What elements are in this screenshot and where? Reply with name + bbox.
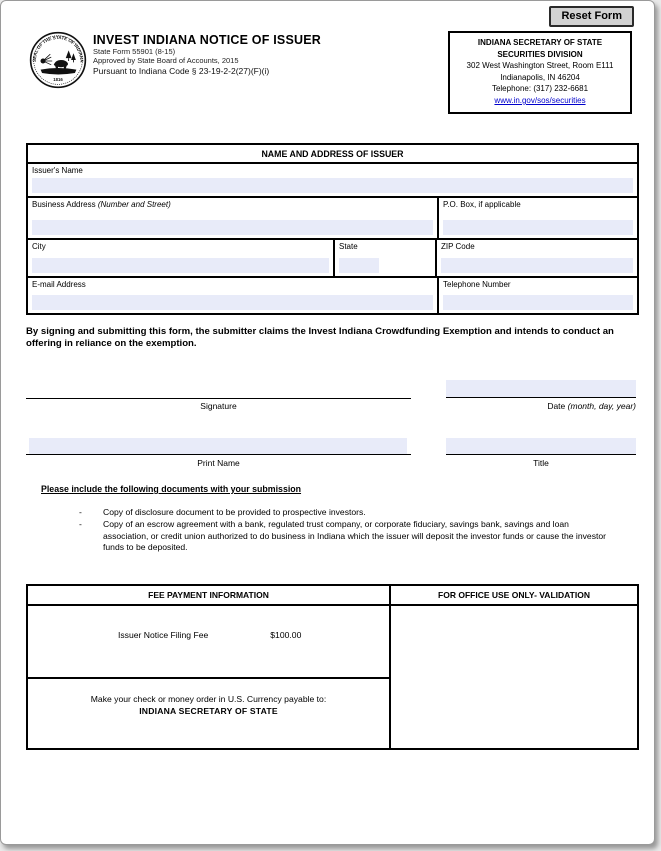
po-box-input[interactable] (443, 220, 633, 235)
print-name-input[interactable] (29, 438, 407, 454)
agency-name: INDIANA SECRETARY OF STATE (477, 38, 603, 47)
print-name-line (26, 454, 411, 455)
form-title: INVEST INDIANA NOTICE OF ISSUER (93, 33, 321, 47)
business-address-label: Business Address (32, 200, 96, 209)
state-label: State (339, 242, 358, 251)
issuer-name-label: Issuer's Name (32, 166, 83, 175)
po-box-label: P.O. Box, if applicable (443, 200, 521, 209)
business-address-note: (Number and Street) (97, 200, 171, 209)
agency-division: SECURITIES DIVISION (497, 49, 583, 59)
telephone-input[interactable] (443, 295, 633, 310)
payable-line1: Make your check or money order in U.S. Currency payable to: (90, 694, 327, 704)
telephone-label: Telephone Number (443, 280, 511, 289)
issuer-info-table (26, 143, 639, 315)
list-item (79, 519, 616, 554)
agency-phone: Telephone: (317) 232-6681 (491, 84, 589, 94)
telephone-cell (437, 278, 637, 313)
date-input[interactable] (446, 380, 636, 397)
fee-payment-cell (28, 606, 391, 748)
reset-form-button[interactable]: Reset Form (549, 6, 634, 27)
title-label: Title (533, 458, 549, 468)
documents-section (41, 484, 616, 554)
indiana-state-seal-icon (29, 31, 87, 94)
email-label: E-mail Address (32, 280, 86, 289)
documents-heading: Please include the following documents with your submission (41, 484, 302, 494)
document-item-text: Copy of disclosure document to be provided to prospective investors. (103, 507, 366, 517)
email-input[interactable] (32, 295, 433, 310)
title-input[interactable] (446, 438, 636, 454)
fee-amount: $100.00 (270, 630, 302, 640)
pursuant-line: Pursuant to Indiana Code § 23-19-2-2(27)(F)(i) (93, 65, 270, 76)
business-address-cell (28, 198, 437, 238)
business-address-input[interactable] (32, 220, 433, 235)
dash-bullet: - (79, 518, 82, 529)
document-item-text: Copy of an escrow agreement with a bank, regulated trust company, or corporate fiduciary, savings bank, savings and loan association, or credit union authorized to do business in Indiana which the issuer will deposit the investor funds or cause the investor funds to be deposited. (103, 518, 607, 553)
email-cell (28, 278, 437, 313)
dash-bullet: - (79, 507, 82, 517)
date-line (446, 397, 636, 398)
signature-line (26, 398, 411, 399)
city-label: City (32, 242, 46, 251)
print-name-label: Print Name (197, 458, 240, 468)
fee-table-left-header: FEE PAYMENT INFORMATION (28, 586, 391, 606)
issuer-table-header: NAME AND ADDRESS OF ISSUER (28, 145, 637, 164)
zip-cell (435, 240, 637, 276)
office-use-validation-cell (391, 606, 637, 748)
date-label: Date (month, day, year) (547, 401, 636, 411)
agency-street: 302 West Washington Street, Room E111 (466, 61, 614, 71)
fee-table (26, 584, 639, 750)
form-number: State Form 55901 (8-15) (93, 47, 176, 57)
fee-label: Issuer Notice Filing Fee (118, 630, 209, 640)
certification-statement: By signing and submitting this form, the submitter claims the Invest Indiana Crowdfunding Exemption and intends to conduct an offering in reliance on the exemption. (26, 326, 614, 349)
agency-website-link[interactable]: www.in.gov/sos/securities (494, 95, 586, 105)
zip-label: ZIP Code (441, 242, 475, 251)
signature-label: Signature (200, 401, 237, 411)
agency-address-box (448, 31, 632, 114)
city-cell (28, 240, 333, 276)
title-line (446, 454, 636, 455)
fee-table-right-header: FOR OFFICE USE ONLY- VALIDATION (391, 586, 637, 606)
payable-instructions (28, 677, 389, 748)
city-input[interactable] (32, 258, 329, 273)
state-cell (333, 240, 435, 276)
state-input[interactable] (339, 258, 379, 273)
agency-city: Indianapolis, IN 46204 (500, 72, 580, 82)
zip-input[interactable] (441, 258, 633, 273)
issuer-name-input[interactable] (32, 178, 633, 193)
list-item (79, 507, 616, 519)
po-box-cell (437, 198, 637, 238)
seal-year-text: 1816 (53, 76, 63, 82)
issuer-name-cell (28, 164, 637, 196)
approved-line: Approved by State Board of Accounts, 2015 (93, 56, 239, 65)
payable-line2: INDIANA SECRETARY OF STATE (139, 706, 278, 716)
seal-ring-text: SEAL OF THE STATE OF INDIANA (31, 34, 85, 63)
